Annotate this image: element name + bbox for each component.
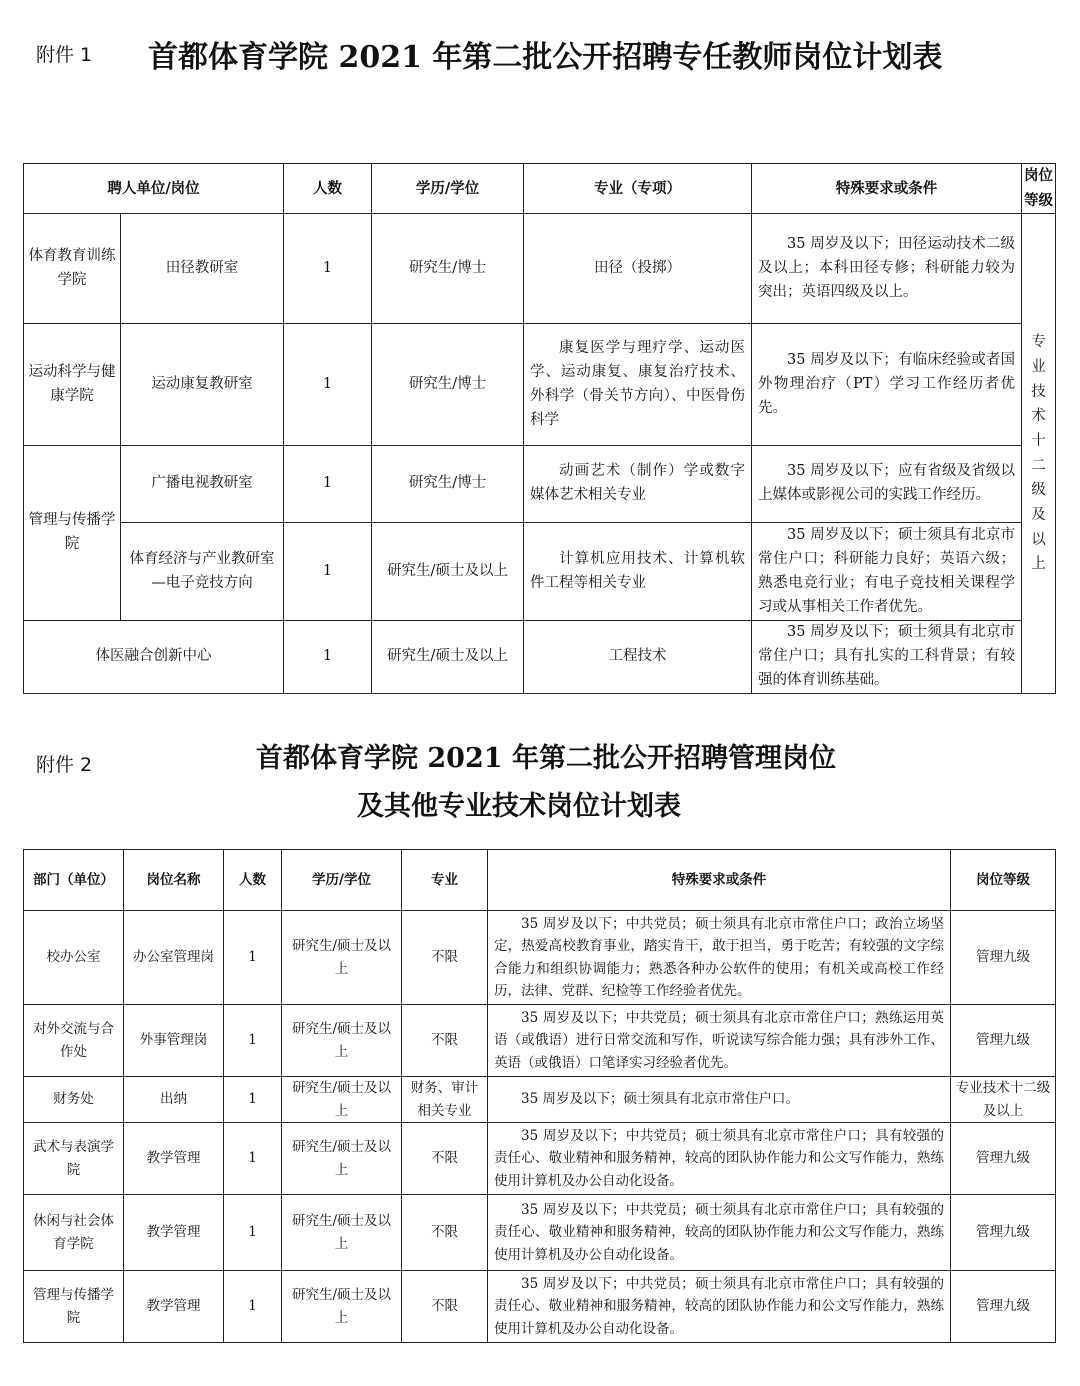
requirements-cell: 35 周岁及以下；硕士须具有北京市常住户口；具有扎实的工科背景；有较强的体育训练基础。: [752, 621, 1022, 694]
annex-2-title-line2: 及其他专业技术岗位计划表: [357, 791, 681, 822]
count-cell: 1: [284, 324, 372, 446]
major-cell: 动画艺术（制作）学或数字媒体艺术相关专业: [524, 446, 752, 523]
count-cell: 1: [224, 1005, 282, 1077]
count-cell: 1: [284, 214, 372, 324]
level-cell: 管理九级: [951, 1005, 1056, 1077]
requirements-cell: 35 周岁及以下；硕士须具有北京市常住户口；科研能力良好；英语六级；熟悉电竞行业；有电子竞技相关课程学习或从事相关工作者优先。: [752, 523, 1022, 621]
count-cell: 1: [224, 1195, 282, 1271]
major-cell: 不限: [402, 911, 488, 1005]
degree-cell: 研究生/硕士及以上: [282, 1123, 402, 1195]
degree-cell: 研究生/博士: [372, 446, 524, 523]
level-cell: 管理九级: [951, 911, 1056, 1005]
header-post: 岗位名称: [124, 850, 224, 911]
header-dept: 部门（单位）: [24, 850, 124, 911]
annex-2-label: 附件 2: [36, 754, 93, 776]
post-cell: 办公室管理岗: [124, 911, 224, 1005]
degree-cell: 研究生/硕士及以上: [372, 621, 524, 694]
major-cell: 不限: [402, 1271, 488, 1343]
count-cell: 1: [284, 621, 372, 694]
header-level: 岗位等级: [951, 850, 1056, 911]
degree-cell: 研究生/硕士及以上: [282, 1271, 402, 1343]
requirements-cell: 35 周岁及以下；中共党员；硕士须具有北京市常住户口；政治立场坚定，热爱高校教育事业，踏实肯干，敢于担当，勇于吃苦；有较强的文字综合能力和组织协调能力；熟悉各种办公软件的使用；有机关或高校工作经历，法律、党群、纪检等工作经验者优先。: [488, 911, 951, 1005]
dept-cell: 校办公室: [24, 911, 124, 1005]
header-requirements: 特殊要求或条件: [488, 850, 951, 911]
major-cell: 康复医学与理疗学、运动医学、运动康复、康复治疗技术、外科学（骨关节方向）、中医骨伤科学: [524, 324, 752, 446]
count-cell: 1: [284, 446, 372, 523]
dept-cell: 管理与传播学院: [24, 1271, 124, 1343]
header-requirements: 特殊要求或条件: [752, 164, 1022, 214]
post-cell: 教学管理: [124, 1123, 224, 1195]
table-header-row: [24, 164, 1056, 214]
table-row: [24, 324, 1056, 446]
degree-cell: 研究生/硕士及以上: [282, 1005, 402, 1077]
count-cell: 1: [224, 911, 282, 1005]
post-cell: 教学管理: [124, 1195, 224, 1271]
annex-1-title: 首都体育学院 2021 年第二批公开招聘专任教师岗位计划表: [148, 40, 943, 75]
unit-cell: 体育教育训练学院: [24, 214, 121, 324]
degree-cell: 研究生/硕士及以上: [282, 1077, 402, 1123]
degree-cell: 研究生/硕士及以上: [282, 911, 402, 1005]
header-degree: 学历/学位: [282, 850, 402, 911]
requirements-cell: 35 周岁及以下；中共党员；硕士须具有北京市常住户口；具有较强的责任心、敬业精神和服务精神，较高的团队协作能力和公文写作能力，熟练使用计算机及办公自动化设备。: [488, 1195, 951, 1271]
unit-cell: 管理与传播学院: [24, 446, 121, 621]
level-cell: 管理九级: [951, 1123, 1056, 1195]
post-cell: 出纳: [124, 1077, 224, 1123]
count-cell: 1: [224, 1077, 282, 1123]
requirements-cell: 35 周岁及以下；中共党员；硕士须具有北京市常住户口；具有较强的责任心、敬业精神和服务精神，较高的团队协作能力和公文写作能力，熟练使用计算机及办公自动化设备。: [488, 1123, 951, 1195]
dept-cell: 财务处: [24, 1077, 124, 1123]
header-major: 专业: [402, 850, 488, 911]
count-cell: 1: [224, 1123, 282, 1195]
major-cell: 财务、审计相关专业: [402, 1077, 488, 1123]
table-header-row: [24, 850, 1056, 911]
post-cell: 广播电视教研室: [121, 446, 284, 523]
management-positions-table: [23, 849, 1056, 1343]
table-row: [24, 1271, 1056, 1343]
major-cell: 田径（投掷）: [524, 214, 752, 324]
requirements-cell: 35 周岁及以下；有临床经验或者国外物理治疗（PT）学习工作经历者优先。: [752, 324, 1022, 446]
requirements-cell: 35 周岁及以下；应有省级及省级以上媒体或影视公司的实践工作经历。: [752, 446, 1022, 523]
dept-cell: 武术与表演学院: [24, 1123, 124, 1195]
requirements-cell: 35 周岁及以下；中共党员；硕士须具有北京市常住户口；具有较强的责任心、敬业精神和服务精神，较高的团队协作能力和公文写作能力，熟练使用计算机及办公自动化设备。: [488, 1271, 951, 1343]
degree-cell: 研究生/硕士及以上: [372, 523, 524, 621]
requirements-cell: 35 周岁及以下；中共党员；硕士须具有北京市常住户口；熟练运用英语（或俄语）进行日常交流和写作，听说读写综合能力强；具有涉外工作、英语（或俄语）口笔译实习经验者优先。: [488, 1005, 951, 1077]
dept-cell: 对外交流与合作处: [24, 1005, 124, 1077]
teacher-positions-table: [23, 163, 1056, 694]
post-cell: 运动康复教研室: [121, 324, 284, 446]
major-cell: 不限: [402, 1195, 488, 1271]
header-count: 人数: [224, 850, 282, 911]
annex-2-title-line1: 首都体育学院 2021 年第二批公开招聘管理岗位: [256, 743, 836, 774]
level-cell: 管理九级: [951, 1271, 1056, 1343]
header-major: 专业（专项）: [524, 164, 752, 214]
requirements-cell: 35 周岁及以下；硕士须具有北京市常住户口。: [488, 1077, 951, 1123]
table-row: [24, 1123, 1056, 1195]
level-cell: 专业技术十二级及以上: [951, 1077, 1056, 1123]
major-cell: 计算机应用技术、计算机软件工程等相关专业: [524, 523, 752, 621]
post-cell: 教学管理: [124, 1271, 224, 1343]
table-row: [24, 911, 1056, 1005]
dept-cell: 休闲与社会体育学院: [24, 1195, 124, 1271]
table-row: [24, 523, 1056, 621]
degree-cell: 研究生/博士: [372, 214, 524, 324]
requirements-cell: 35 周岁及以下；田径运动技术二级及以上；本科田径专修；科研能力较为突出；英语四级及以上。: [752, 214, 1022, 324]
degree-cell: 研究生/博士: [372, 324, 524, 446]
table-row: [24, 1195, 1056, 1271]
count-cell: 1: [224, 1271, 282, 1343]
table-row: [24, 1005, 1056, 1077]
count-cell: 1: [284, 523, 372, 621]
header-level: 岗位等级: [1022, 164, 1056, 214]
table-row: [24, 446, 1056, 523]
header-count: 人数: [284, 164, 372, 214]
major-cell: 工程技术: [524, 621, 752, 694]
table-row: [24, 1077, 1056, 1123]
table-row: [24, 621, 1056, 694]
major-cell: 不限: [402, 1005, 488, 1077]
header-unit: 聘人单位/岗位: [24, 164, 284, 214]
unit-cell: 运动科学与健康学院: [24, 324, 121, 446]
shared-level-cell: 专业技术十二级及以上: [1022, 214, 1056, 694]
post-cell: 体育经济与产业教研室—电子竞技方向: [121, 523, 284, 621]
table-row: [24, 214, 1056, 324]
degree-cell: 研究生/硕士及以上: [282, 1195, 402, 1271]
level-cell: 管理九级: [951, 1195, 1056, 1271]
header-degree: 学历/学位: [372, 164, 524, 214]
major-cell: 不限: [402, 1123, 488, 1195]
post-cell: 外事管理岗: [124, 1005, 224, 1077]
annex-1-label: 附件 1: [36, 44, 93, 66]
post-cell: 田径教研室: [121, 214, 284, 324]
unit-cell: 体医融合创新中心: [24, 621, 284, 694]
